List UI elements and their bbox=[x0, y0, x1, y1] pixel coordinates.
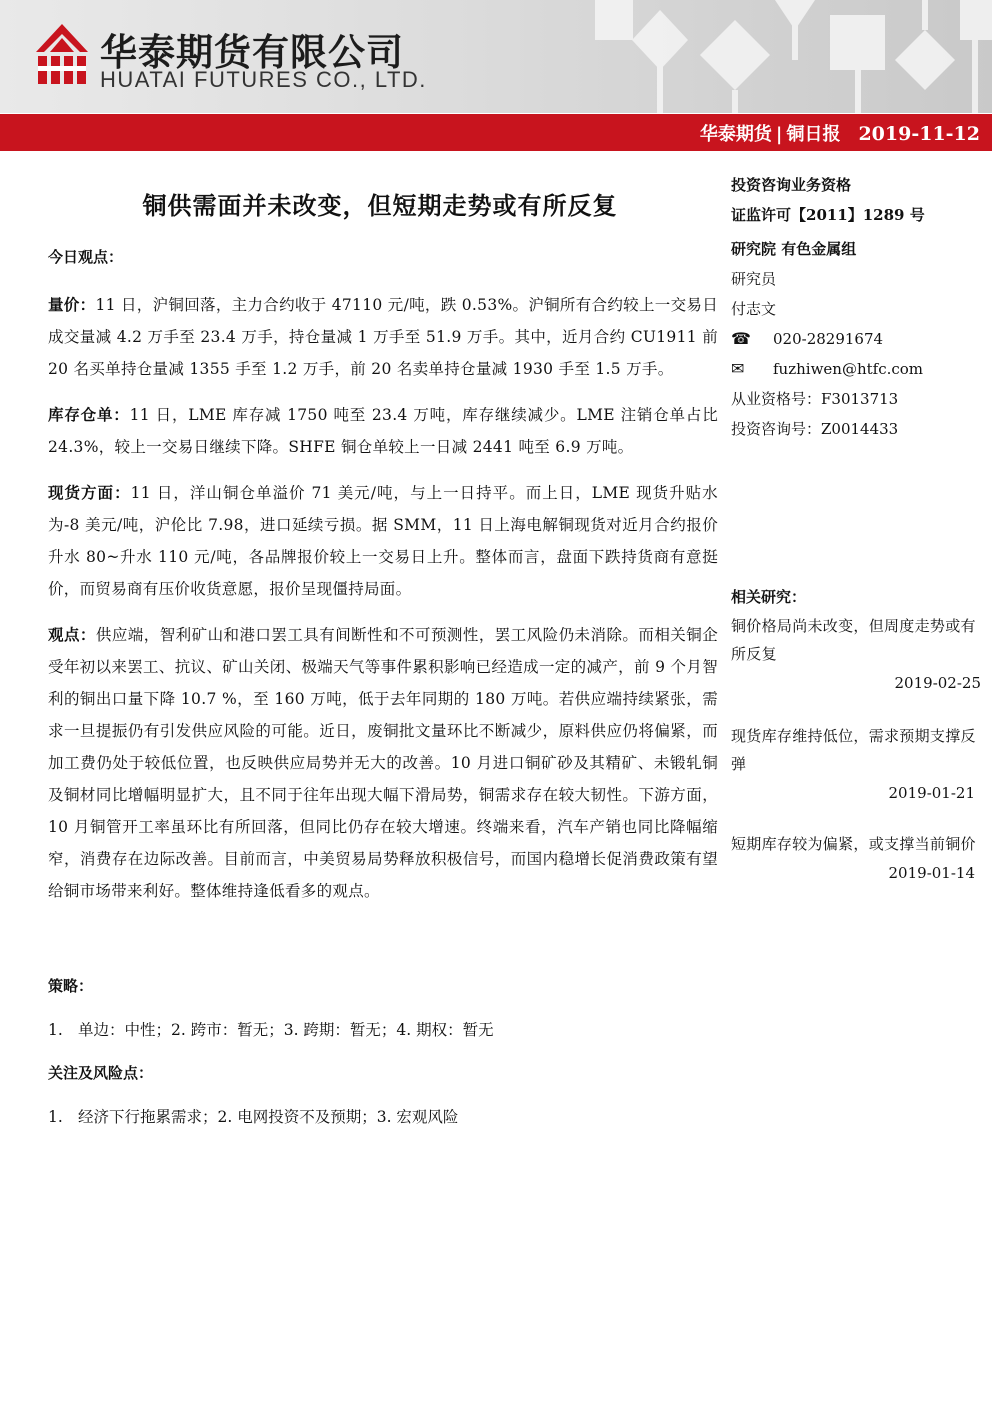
paragraph-label: 量价： bbox=[48, 295, 96, 314]
paragraph-text: 11 日，沪铜回落，主力合约收于 47110 元/吨，跌 0.53%。沪铜所有合约较上一交易日成交量减 4.2 万手至 23.4 万手，持仓量减 1 万手至 51.9 万手。其中，近月合约 CU1911 前 20 名买单持仓量减 1355 手至 1.2 万手，前 20 名卖单持仓量减 1930 手至 1.5 万手。 bbox=[48, 296, 718, 378]
email-row bbox=[731, 354, 983, 384]
department: 研究院 有色金属组 bbox=[731, 240, 857, 258]
banner-report-type: 铜日报 bbox=[786, 124, 841, 145]
paragraph-text: 11 日，洋山铜仓单溢价 71 美元/吨，与上一日持平。而上日，LME 现货升贴水为-8 美元/吨，沪伦比 7.98，进口延续亏损。据 SMM，11 日上海电解铜现货对近月合约报价升水 80~升水 110 元/吨，各品牌报价较上一交易日上升。整体而言，盘面下跌持货商有意挺价，而贸易商有压价收货意愿，报价呈现僵持局面。 bbox=[48, 484, 718, 598]
paragraph-label: 观点： bbox=[48, 625, 96, 644]
paragraph-text: 11 日，LME 库存减 1750 吨至 23.4 万吨，库存继续减少。LME 注销仓单占比 24.3%，较上一交易日继续下降。SHFE 铜仓单较上一日减 2441 吨至 6.9 万吨。 bbox=[48, 406, 718, 456]
strategy-item bbox=[48, 1018, 718, 1040]
related-item[interactable] bbox=[731, 722, 983, 808]
today-view-heading: 今日观点： bbox=[48, 248, 124, 266]
related-title: 铜价格局尚未改变，但周度走势或有所反复 bbox=[731, 617, 976, 663]
qualification-label: 投资咨询业务资格 bbox=[731, 176, 852, 194]
risk-item bbox=[48, 1105, 718, 1127]
paragraph-inventory bbox=[48, 399, 718, 463]
cert-practice: 从业资格号：F3013713 bbox=[731, 390, 899, 408]
banner-text bbox=[696, 120, 980, 146]
risk-text: 经济下行拖累需求；2. 电网投资不及预期；3. 宏观风险 bbox=[78, 1108, 459, 1126]
list-number: 1. bbox=[48, 1108, 63, 1126]
spacer bbox=[731, 444, 983, 582]
phone-icon: ☎ bbox=[731, 329, 751, 348]
phone-number: 020-28291674 bbox=[773, 330, 884, 348]
related-research-heading: 相关研究： bbox=[731, 588, 807, 606]
strategy-text: 单边：中性；2. 跨市：暂无；3. 跨期：暂无；4. 期权：暂无 bbox=[78, 1021, 494, 1039]
banner-company: 华泰期货 bbox=[699, 124, 772, 145]
sidebar bbox=[731, 170, 983, 888]
report-header bbox=[0, 0, 992, 113]
license-number: 证监许可【2011】1289 号 bbox=[731, 206, 925, 224]
analyst-role: 研究员 bbox=[731, 270, 777, 288]
list-number: 1. bbox=[48, 1021, 63, 1039]
paragraph-spot bbox=[48, 477, 718, 605]
related-item[interactable] bbox=[731, 830, 983, 888]
email-address[interactable]: fuzhiwen@htfc.com bbox=[773, 360, 924, 378]
analyst-name: 付志文 bbox=[731, 300, 777, 318]
related-title: 现货库存维持低位，需求预期支撑反弹 bbox=[731, 727, 976, 773]
banner-date: 2019-11-12 bbox=[858, 123, 980, 145]
strategy-heading: 策略： bbox=[48, 977, 94, 995]
related-item[interactable] bbox=[731, 612, 983, 698]
paragraph-price bbox=[48, 289, 718, 385]
main-content bbox=[48, 246, 718, 1149]
related-date: 2019-01-14 bbox=[888, 864, 975, 882]
related-title: 短期库存较为偏紧，或支撑当前铜价 bbox=[731, 835, 976, 853]
phone-row bbox=[731, 324, 983, 354]
risk-heading: 关注及风险点： bbox=[48, 1064, 154, 1082]
related-date: 2019-02-25 bbox=[894, 674, 981, 692]
related-date: 2019-01-21 bbox=[888, 784, 975, 802]
spacer bbox=[48, 921, 718, 975]
paragraph-label: 库存仓单： bbox=[48, 405, 130, 424]
report-banner bbox=[0, 114, 992, 151]
report-title: 铜供需面并未改变，但短期走势或有所反复 bbox=[142, 191, 618, 220]
paragraph-view bbox=[48, 619, 718, 907]
spacer bbox=[731, 698, 983, 722]
company-name-cn: 华泰期货有限公司 bbox=[100, 31, 404, 74]
mail-icon: ✉ bbox=[731, 359, 745, 378]
paragraph-label: 现货方面： bbox=[48, 483, 131, 502]
paragraph-text: 供应端，智利矿山和港口罢工具有间断性和不可预测性，罢工风险仍未消除。而相关铜企受年初以来罢工、抗议、矿山关闭、极端天气等事件累积影响已经造成一定的减产，前 9 个月智利的铜出口量下降 10.7 %，至 160 万吨，低于去年同期的 180 万吨。若供应端持续紧张，需求一旦提振仍有引发供应风险的可能。近日，废铜批文量环比不断减少，原料供应仍将偏紧，而加工费仍处于较低位置，也反映供应局势并无大的改善。10 月进口铜矿砂及其精矿、未锻轧铜及铜材同比增幅明显扩大，且不同于往年出现大幅下滑局势，铜需求存在较大韧性。下游方面，10 月铜管开工率虽环比有所回落，但同比仍存在较大增速。终端来看，汽车产销也同比降幅缩窄，消费存在边际改善。目前而言，中美贸易局势释放积极信号，而国内稳增长促消费政策有望给铜市场带来利好。整体维持逢低看多的观点。 bbox=[48, 626, 719, 900]
company-name-en: HUATAI FUTURES CO., LTD. bbox=[100, 67, 427, 92]
company-logo bbox=[34, 22, 90, 86]
banner-separator: | bbox=[775, 124, 783, 145]
spacer bbox=[731, 808, 983, 830]
cert-consult: 投资咨询号：Z0014433 bbox=[731, 420, 899, 438]
